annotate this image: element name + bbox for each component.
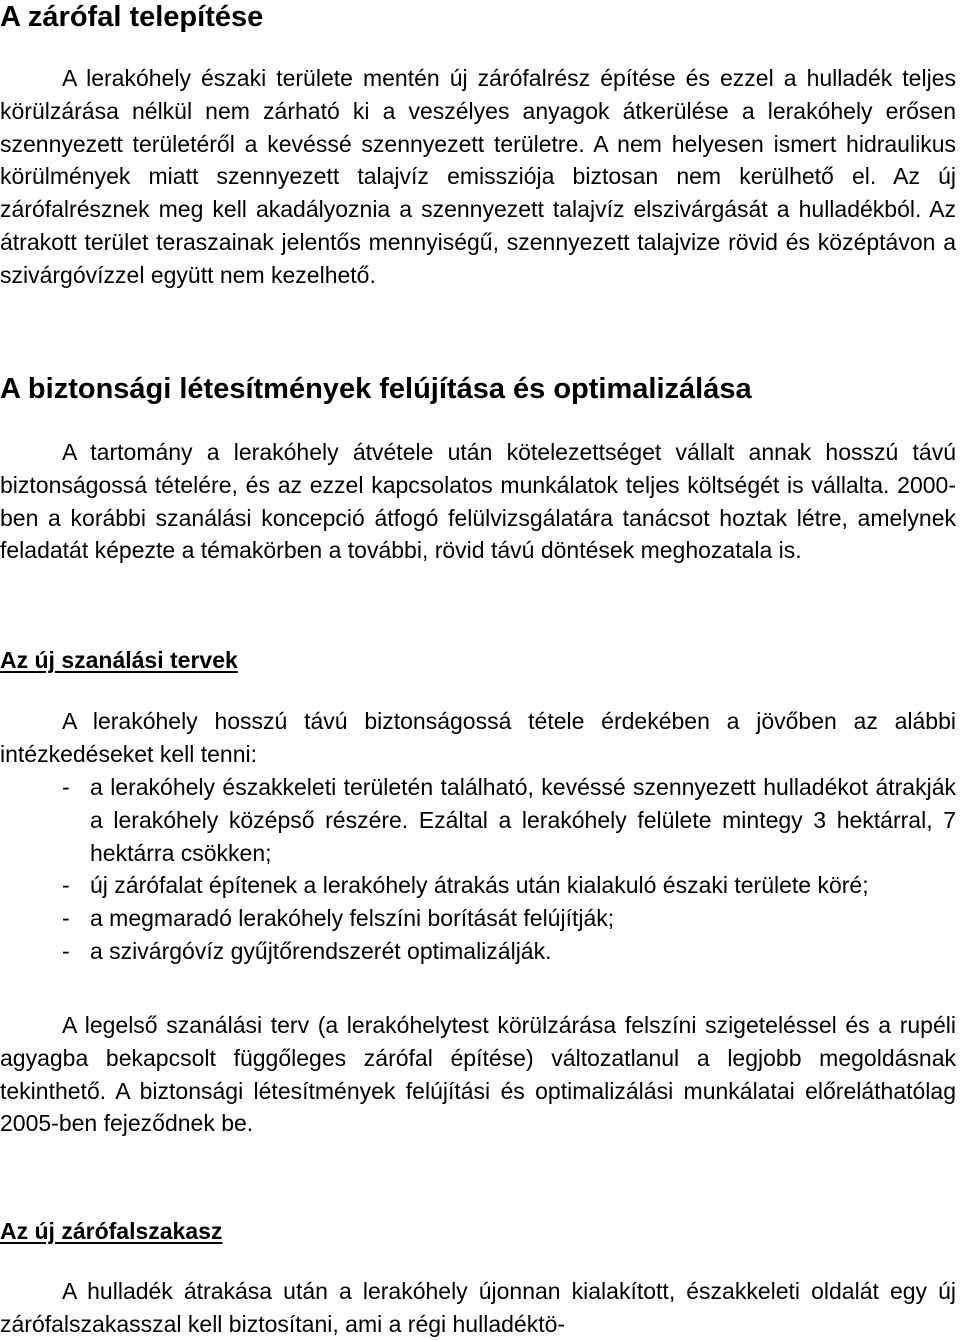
list-dash: - (62, 872, 70, 899)
list-dash: - (62, 937, 70, 964)
list-item-text: a lerakóhely északkeleti területén található, kevéssé szennyezett hulladékot átrakják a lerakóhely középső részére. Ezáltal a lerakóhely felülete mintegy 3 hektárral, 7 hektárra csökken; (90, 774, 956, 866)
section-title-zarofal-telepitese: A zárófal telepítése (0, 1, 264, 33)
list-item-text: új zárófalat építenek a lerakóhely átrakás után kialakuló északi területe köré; (90, 872, 869, 899)
paragraph-szanalasi-intro: A lerakóhely hosszú távú biztonságossá tétele érdekében a jövőben az alábbi intézkedéseket kell tenni: (0, 708, 956, 767)
measures-list (0, 771, 956, 968)
section-title-uj-szanalasi-tervek: Az új szanálási tervek (0, 647, 238, 673)
list-item (0, 935, 956, 968)
paragraph-szanalasi-terv: A legelső szanálási terv (a lerakóhelytest körülzárása felszíni szigeteléssel és a rupéli agyagba bekapcsolt függőleges zárófal építése) változatlanul a legjobb megoldásnak tekinthető. A biztonsági létesítmények felújítási és optimalizálási munkálatai előreláthatólag 2005-ben fejeződnek be. (0, 1012, 956, 1137)
section-title-uj-zarofalszakasz: Az új zárófalszakasz (0, 1218, 223, 1244)
list-dash: - (62, 905, 70, 932)
list-item-text: a megmaradó lerakóhely felszíni borítását felújítják; (90, 905, 615, 932)
list-item (0, 771, 956, 869)
section-title-biztonsagi-letesitmenyek: A biztonsági létesítmények felújítása és optimalizálása (0, 373, 752, 405)
paragraph-biztonsagi-letesitmenyek: A tartomány a lerakóhely átvétele után kötelezettséget vállalt annak hosszú távú biztonságossá tételére, és az ezzel kapcsolatos munkálatok teljes költségét is vállalta. 2000-ben a korábbi szanálási koncepció átfogó felülvizsgálatára tanácsot hoztak létre, amelynek feladatát képezte a témakörben a további, rövid távú döntések meghozatala is. (0, 439, 956, 564)
list-dash: - (62, 774, 70, 800)
list-item-text: a szivárgóvíz gyűjtőrendszerét optimalizálják. (90, 937, 552, 964)
paragraph-zarofal-telepitese: A lerakóhely északi területe mentén új zárófalrész építése és ezzel a hulladék teljes körülzárása nélkül nem zárható ki a veszélyes anyagok átkerülése a lerakóhely erősen szennyezett területéről a kevéssé szennyezett területre. A nem helyesen ismert hidraulikus körülmények miatt szennyezett talajvíz emissziója biztosan nem kerülhető el. Az új zárófalrésznek meg kell akadályoznia a szennyezett talajvíz elszivárgását a hulladékból. Az átrakott terület teraszainak jelentős mennyiségű, szennyezett talajvize rövid és középtávon a szivárgóvízzel együtt nem kezelhető. (0, 65, 956, 288)
list-item (0, 869, 956, 902)
paragraph-uj-zarofalszakasz: A hulladék átrakása után a lerakóhely újonnan kialakított, északkeleti oldalát egy új zárófalszakasszal kell biztosítani, ami a régi hulladéktö- (0, 1278, 956, 1337)
list-item (0, 902, 956, 935)
